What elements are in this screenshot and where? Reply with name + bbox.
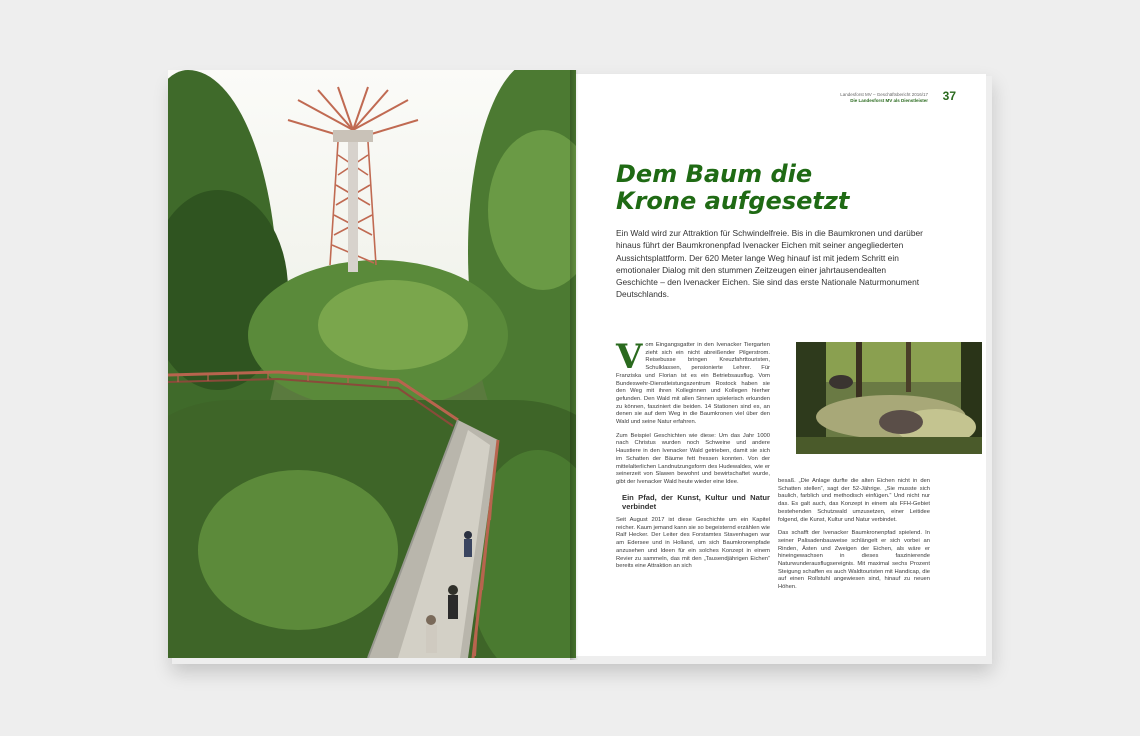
column1-paragraph-3: Seit August 2017 ist diese Geschichte um ein Kapitel reicher. Kaum jemand kann sie so begeisternd erzählen wie Ralf Hecker. Der Leiter des Forstamtes Stavenhagen war am Edersee und in Holland, um sich Baumkronenpfade anzusehen und Ideen für ein solches Konzept in einem Revier zu sammeln, das mit den „Tausendjährigen Eichen“ bereits eine Attraktion an sich	[616, 517, 770, 570]
article-headline	[616, 161, 946, 215]
photo-canopy-middle-light	[318, 280, 468, 370]
header-line-2: Die Landesforst MV als Dienstleister	[850, 98, 928, 103]
header-line-1: Landesforst MV – Geschäftsbericht 2016/17	[840, 92, 928, 97]
running-header	[840, 92, 928, 104]
right-page-article	[576, 74, 986, 656]
column1-paragraph-2: Zum Beispiel Geschichten wie diese: Um das Jahr 1000 nach Christus wurden noch Schweine und andere Haustiere in den Ivenacker Wald getrieben, damit sie sich im Schatten der Bäume fett fressen konnten. Von der mittelalterlichen Landnutzungsform des Hudewaldes, wie er seinerzeit von Slawen bewohnt und bewirtschaftet wurde, gibt der Ivenacker Wald heute wieder eine Idee.	[616, 432, 770, 485]
headline-line-2: Krone aufgesetzt	[616, 187, 850, 215]
column1-p1-text: om Eingangsgatter in den Ivenacker Tiergarten zieht sich ein nicht abreißender Pilgerstrom. Reisebusse bringen Kreuzfahrttouristen, Schulklassen, pensionierte Lehrer. Für Franziska und Florian ist es ein Betriebsausflug. Vom Bundeswehr-Dienstleistungszentrum Rostock haben sie den Weg mit ihren Kolleginnen und Kollegen hierher gefunden. Den Wald mit allen Sinnen spielerisch erkunden zu können, fasziniert die beiden. 14 Stationen sind es, an denen sie auf dem Weg in die Baumkronen viel über den Wald und seine Natur erfahren.	[616, 342, 770, 426]
drop-cap: V	[616, 337, 643, 377]
headline-line-1: Dem Baum die	[616, 160, 813, 188]
article-intro: Ein Wald wird zur Attraktion für Schwindelfreie. Bis in die Baumkronen und darüber hinaus führt der Baumkronenpfad Ivenacker Eichen mit seiner angegliederten Aussichtsplattform. Der 620 Meter lange Weg hinauf ist mit jedem Schritt ein emotionaler Dialog mit den stummen Zeitzeugen einer jahrtausendealten Geschichte – den Ivenacker Eichen. Sie sind das erste Nationale Naturmonument Deutschlands.	[616, 228, 923, 300]
column2-paragraph-1: besaß. „Die Anlage durfte die alten Eichen nicht in den Schatten stellen“, sagt der 52-Jährige. „Sie musste sich baulich, farblich und methodisch einfügen.“ Und nicht nur das. Es galt auch, das Konzept in einem als FFH-Gebiet bestehenden Schutzwald umzusetzen, einer Leitidee folgend, die Kunst, Kultur und Natur verbindet.	[778, 478, 930, 523]
column2-paragraph-2: Das schafft der Ivenacker Baumkronenpfad spielend. In seiner Palisadenbauweise schlängelt er sich vorbei an Rinden, Ästen und Zweigen der Eichen, als wäre er hineingewachsen in dieses faszinierende Naturwunderausflugsereignis. Mit maximal sechs Prozent Steigung schaffen es auch Waldtouristen mit Handicap, die auf einen Rollstuhl angewiesen sind, hinauf zu neuen Höhen.	[778, 530, 930, 591]
left-page-photo	[168, 70, 576, 658]
article-subhead: Ein Pfad, der Kunst, Kultur und Natur verbindet	[622, 492, 770, 511]
wild-boar-photo	[796, 342, 982, 454]
article-column-1	[616, 337, 770, 577]
observation-tower-icon	[278, 85, 428, 285]
column1-paragraph-1	[616, 337, 770, 427]
article-column-2	[778, 478, 930, 598]
treetop-walkway-icon	[168, 360, 576, 658]
forest-boar-icon	[796, 342, 982, 454]
page-number: 37	[942, 89, 956, 103]
